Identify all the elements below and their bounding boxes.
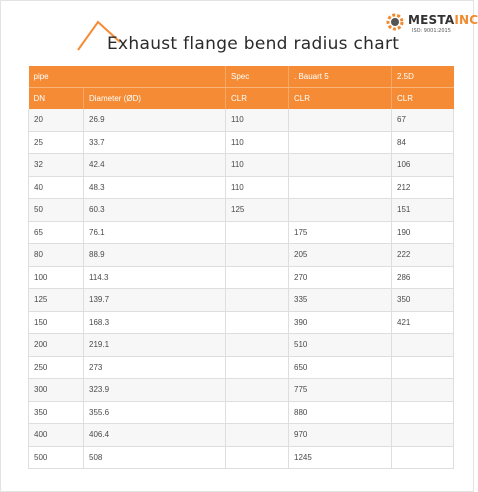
bauart-clr-cell: [289, 131, 392, 154]
bauart-clr-cell: [289, 154, 392, 177]
diameter-cell: 26.9: [84, 109, 226, 131]
diameter-cell: 273: [84, 356, 226, 379]
bauart-clr-cell: [289, 109, 392, 131]
header-bauart: . Bauart 5: [289, 66, 392, 88]
diameter-cell: 114.3: [84, 266, 226, 289]
spec-clr-cell: [226, 446, 289, 469]
spec-clr-cell: 110: [226, 109, 289, 131]
dn-cell: 65: [29, 221, 84, 244]
bauart-clr-cell: 270: [289, 266, 392, 289]
dn-cell: 125: [29, 289, 84, 312]
header-clr-spec: CLR: [226, 88, 289, 110]
bauart-clr-cell: 970: [289, 424, 392, 447]
table-row: [29, 176, 454, 199]
clr-2-5d-cell: 106: [392, 154, 454, 177]
diameter-cell: 139.7: [84, 289, 226, 312]
table-row: [29, 199, 454, 222]
diameter-cell: 33.7: [84, 131, 226, 154]
clr-2-5d-cell: 212: [392, 176, 454, 199]
dn-cell: 80: [29, 244, 84, 267]
clr-2-5d-cell: 151: [392, 199, 454, 222]
table-row: [29, 401, 454, 424]
dn-cell: 50: [29, 199, 84, 222]
table-row: [29, 221, 454, 244]
dn-cell: 400: [29, 424, 84, 447]
brand-name: [408, 13, 478, 27]
table-row: [29, 131, 454, 154]
diameter-cell: 60.3: [84, 199, 226, 222]
clr-2-5d-cell: 421: [392, 311, 454, 334]
brand-logo: [384, 11, 478, 37]
dn-cell: 32: [29, 154, 84, 177]
diameter-cell: 88.9: [84, 244, 226, 267]
bauart-clr-cell: 650: [289, 356, 392, 379]
header-clr-bauart: CLR: [289, 88, 392, 110]
bauart-clr-cell: [289, 176, 392, 199]
header-row-group: [29, 66, 454, 88]
dn-cell: 300: [29, 379, 84, 402]
spec-clr-cell: 110: [226, 154, 289, 177]
brand-tagline: ISO: 9001:2015: [412, 28, 451, 34]
bauart-clr-cell: 205: [289, 244, 392, 267]
header-dn: DN: [29, 88, 84, 110]
dn-cell: 350: [29, 401, 84, 424]
spec-clr-cell: 125: [226, 199, 289, 222]
clr-2-5d-cell: 222: [392, 244, 454, 267]
header-diameter: Diameter (ØD): [84, 88, 226, 110]
spec-clr-cell: [226, 334, 289, 357]
spec-clr-cell: [226, 401, 289, 424]
spec-clr-cell: [226, 244, 289, 267]
spec-clr-cell: [226, 379, 289, 402]
spec-clr-cell: [226, 356, 289, 379]
bauart-clr-cell: 880: [289, 401, 392, 424]
diameter-cell: 42.4: [84, 154, 226, 177]
dn-cell: 20: [29, 109, 84, 131]
clr-2-5d-cell: [392, 446, 454, 469]
table-row: [29, 266, 454, 289]
bauart-clr-cell: 390: [289, 311, 392, 334]
diameter-cell: 508: [84, 446, 226, 469]
clr-2-5d-cell: 286: [392, 266, 454, 289]
table-row: [29, 379, 454, 402]
page-title: Exhaust flange bend radius chart: [107, 34, 400, 54]
table-row: [29, 446, 454, 469]
diameter-cell: 406.4: [84, 424, 226, 447]
dn-cell: 25: [29, 131, 84, 154]
table-body: [29, 109, 454, 469]
bauart-clr-cell: 775: [289, 379, 392, 402]
spec-clr-cell: [226, 311, 289, 334]
spec-clr-cell: [226, 221, 289, 244]
bauart-clr-cell: 335: [289, 289, 392, 312]
clr-2-5d-cell: [392, 401, 454, 424]
dn-cell: 150: [29, 311, 84, 334]
header-clr-2-5d: CLR: [392, 88, 454, 110]
table-row: [29, 356, 454, 379]
diameter-cell: 355.6: [84, 401, 226, 424]
diameter-cell: 219.1: [84, 334, 226, 357]
diameter-cell: 323.9: [84, 379, 226, 402]
clr-2-5d-cell: 350: [392, 289, 454, 312]
clr-2-5d-cell: 190: [392, 221, 454, 244]
clr-2-5d-cell: 84: [392, 131, 454, 154]
table-row: [29, 334, 454, 357]
header-pipe: pipe: [29, 66, 226, 88]
diameter-cell: 76.1: [84, 221, 226, 244]
clr-2-5d-cell: [392, 424, 454, 447]
bauart-clr-cell: 510: [289, 334, 392, 357]
bauart-clr-cell: 1245: [289, 446, 392, 469]
header-row-units: [29, 88, 454, 110]
spec-clr-cell: [226, 424, 289, 447]
brand-name-main: MESTA: [408, 13, 455, 27]
table-row: [29, 154, 454, 177]
bend-radius-table: [28, 66, 454, 469]
gear-icon: [384, 11, 406, 33]
spec-clr-cell: 110: [226, 176, 289, 199]
header-spec: Spec: [226, 66, 289, 88]
table-row: [29, 109, 454, 131]
header-2-5d: 2.5D: [392, 66, 454, 88]
clr-2-5d-cell: [392, 334, 454, 357]
dn-cell: 100: [29, 266, 84, 289]
diameter-cell: 48.3: [84, 176, 226, 199]
dn-cell: 500: [29, 446, 84, 469]
table-row: [29, 424, 454, 447]
brand-name-accent: INC: [454, 13, 478, 27]
table-row: [29, 244, 454, 267]
dn-cell: 40: [29, 176, 84, 199]
clr-2-5d-cell: [392, 356, 454, 379]
bauart-clr-cell: 175: [289, 221, 392, 244]
clr-2-5d-cell: [392, 379, 454, 402]
clr-2-5d-cell: 67: [392, 109, 454, 131]
dn-cell: 250: [29, 356, 84, 379]
table-row: [29, 311, 454, 334]
spec-clr-cell: 110: [226, 131, 289, 154]
spec-clr-cell: [226, 266, 289, 289]
spec-clr-cell: [226, 289, 289, 312]
table-row: [29, 289, 454, 312]
dn-cell: 200: [29, 334, 84, 357]
bauart-clr-cell: [289, 199, 392, 222]
diameter-cell: 168.3: [84, 311, 226, 334]
